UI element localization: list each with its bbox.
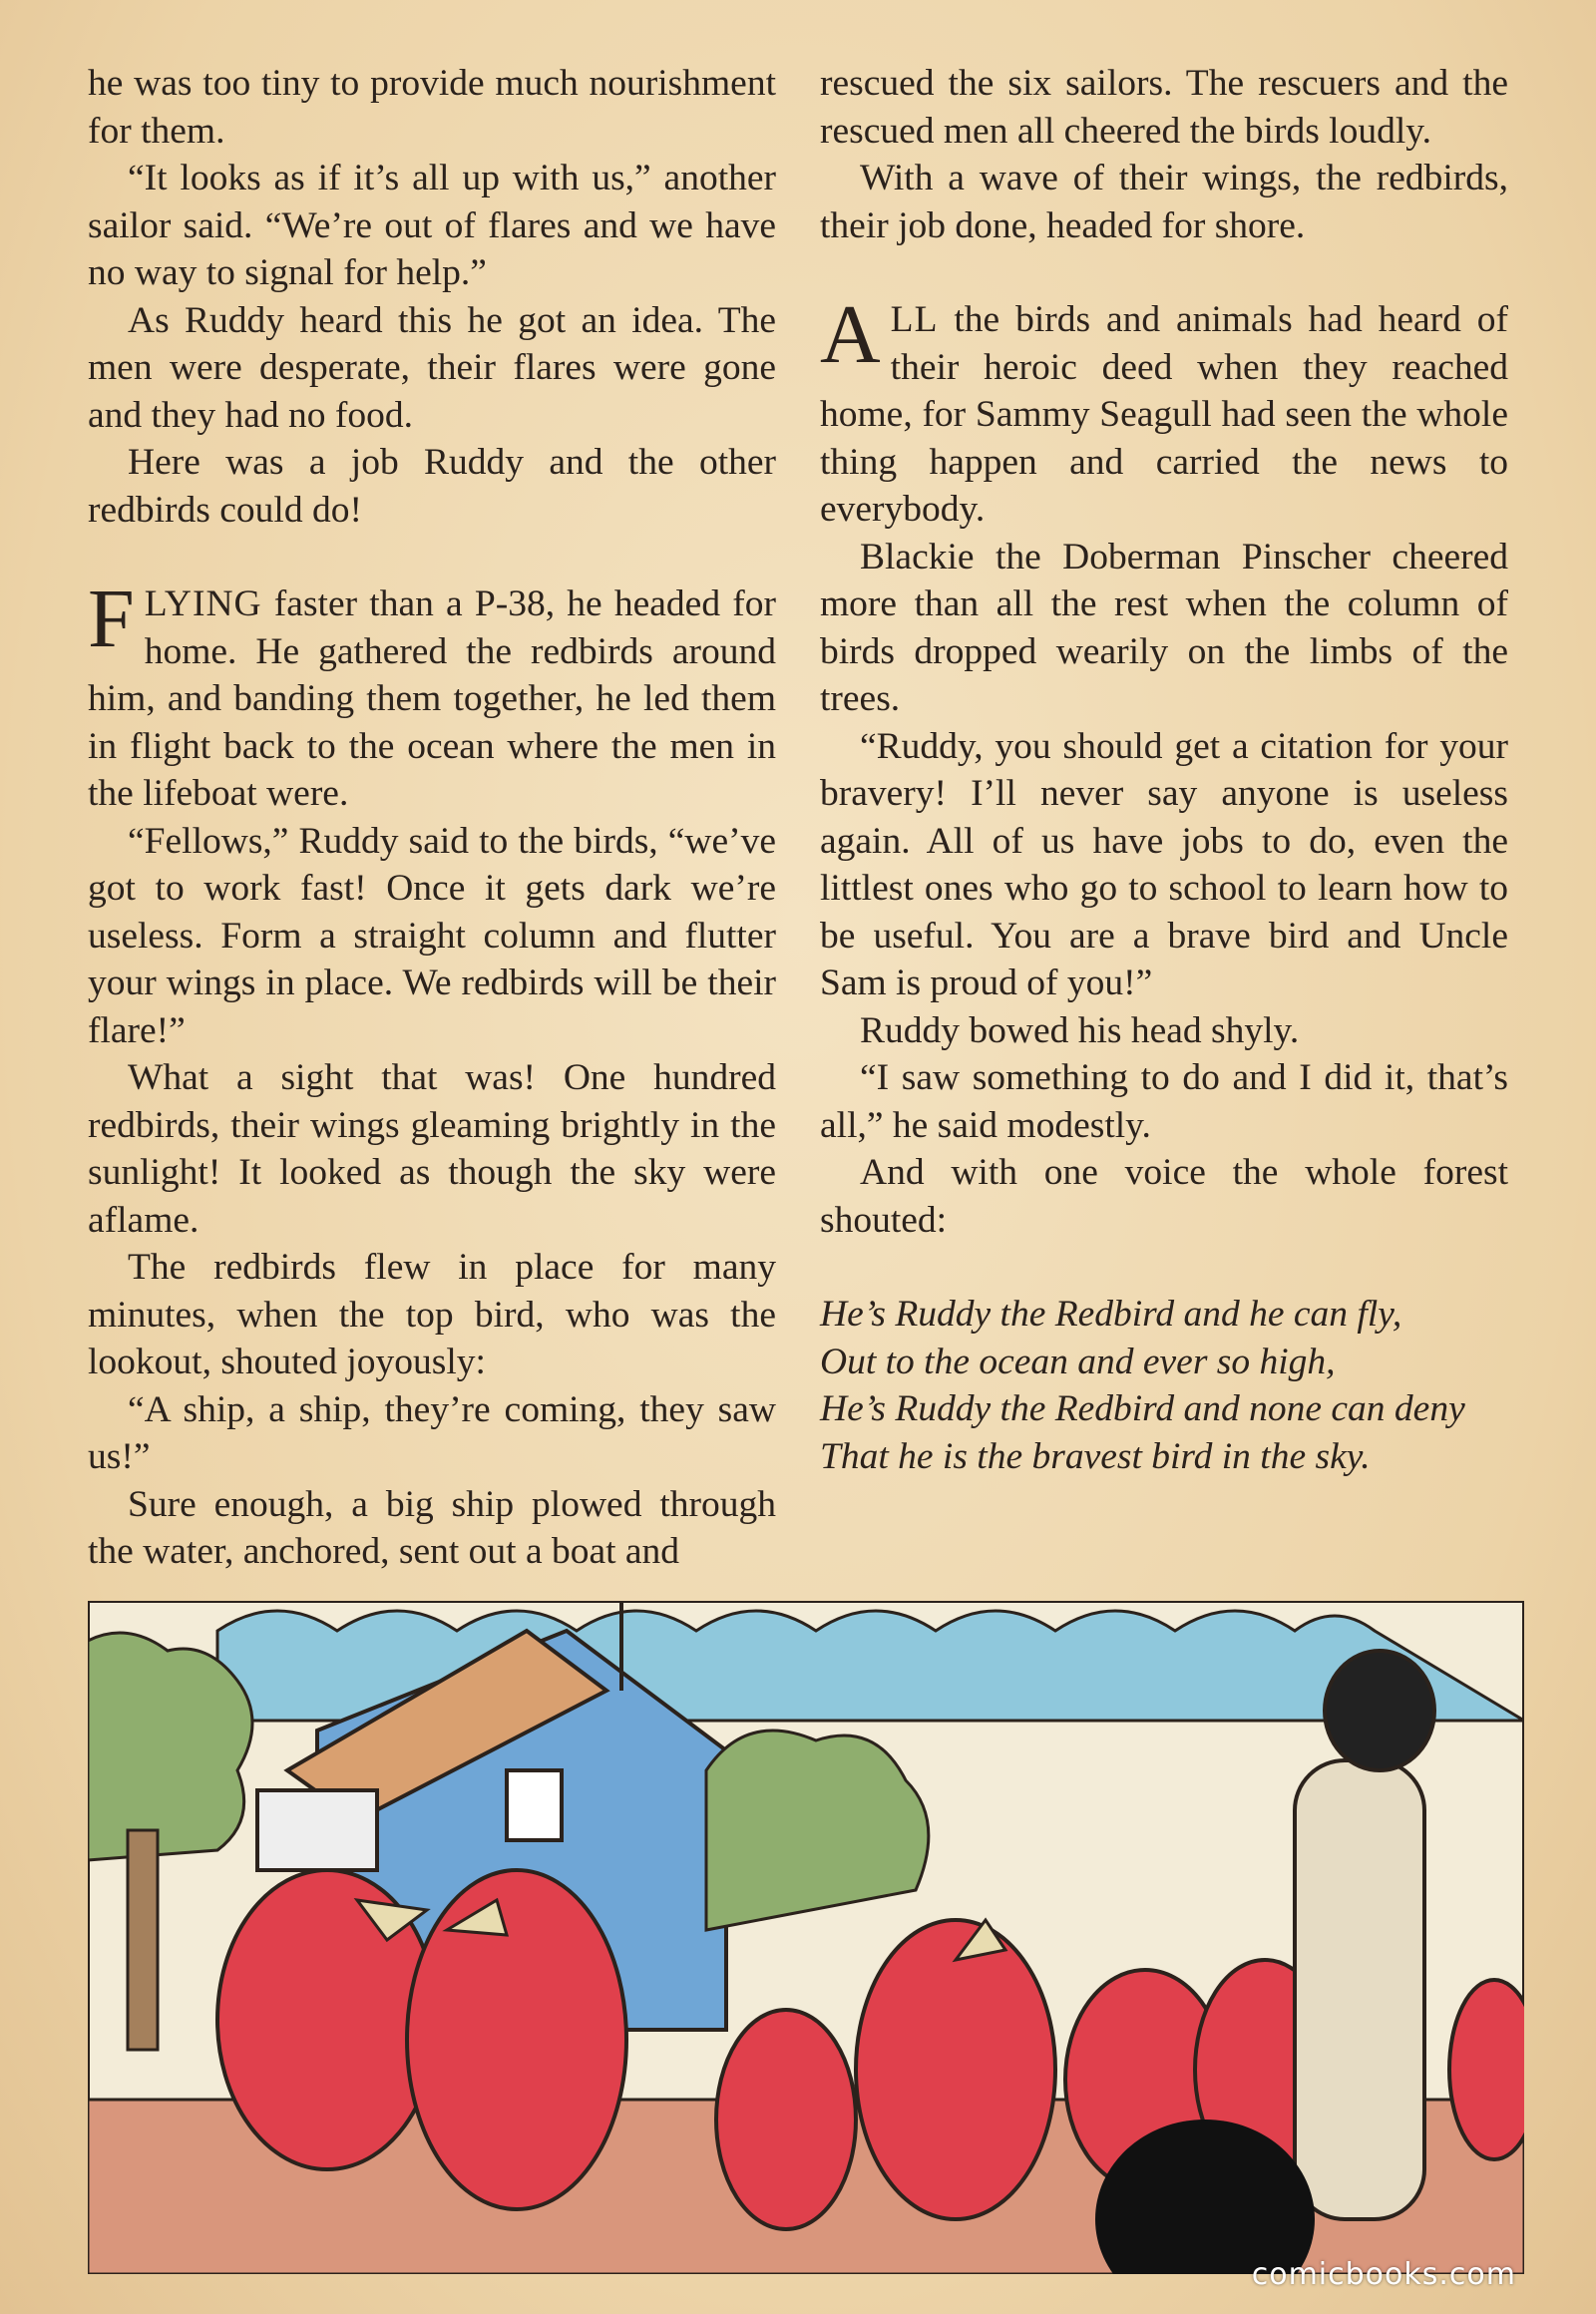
paragraph: And with one voice the whole forest shouted: xyxy=(820,1152,1508,1241)
small-caps-lead: LYING xyxy=(144,583,262,624)
forest-birds-illustration xyxy=(88,1601,1524,2274)
drop-cap: A xyxy=(820,288,881,381)
paragraph: Blackie the Doberman Pinscher cheered more than all the rest when the column of birds dropped wearily on the limbs of the trees. xyxy=(820,536,1508,719)
dropcap-paragraph xyxy=(820,288,1508,534)
story-column-right xyxy=(820,60,1508,1480)
paragraph: Sure enough, a big ship plowed through the water, anchored, sent out a boat and xyxy=(88,1483,776,1572)
paragraph-text: the birds and animals had heard of their heroic deed when they reached home, for Sammy Seagull had seen the whole thing happen and carried the news to everybody. xyxy=(820,299,1508,530)
drop-cap: F xyxy=(88,573,135,665)
watermark: comicbooks.com xyxy=(1251,2257,1516,2292)
story-column-left xyxy=(88,60,776,1576)
redbird xyxy=(716,2010,856,2229)
poem-line: He’s Ruddy the Redbird and none can deny xyxy=(820,1388,1465,1429)
illustration-svg xyxy=(88,1601,1524,2274)
redbird xyxy=(1449,1980,1524,2159)
paragraph: rescued the six sailors. The rescuers and the rescued men all cheered the birds loudly. xyxy=(820,63,1508,152)
paragraph: With a wave of their wings, the redbirds, their job done, headed for shore. xyxy=(820,158,1508,246)
paragraph: Here was a job Ruddy and the other redbirds could do! xyxy=(88,442,776,531)
poem xyxy=(820,1291,1508,1480)
paragraph: Ruddy bowed his head shyly. xyxy=(860,1009,1300,1051)
redbird-ruddy xyxy=(407,1870,626,2209)
paragraph: “Fellows,” Ruddy said to the birds, “we’ve got to work fast! Once it gets dark we’re useless. Form a straight column and flutter your wings in place. We redbirds will be their flare!” xyxy=(88,820,776,1051)
poem-line: Out to the ocean and ever so high, xyxy=(820,1341,1336,1382)
small-caps-lead: LL xyxy=(890,299,939,340)
dropcap-paragraph xyxy=(88,573,776,818)
paragraph: “I saw something to do and I did it, that’s all,” he said modestly. xyxy=(820,1057,1508,1146)
paragraph-text: faster than a P-38, he headed for home. He gathered the redbirds around him, and banding them together, he led them in flight back to the ocean where the men in the lifeboat were. xyxy=(88,583,776,814)
poem-line: He’s Ruddy the Redbird and he can fly, xyxy=(820,1294,1402,1335)
redbird xyxy=(856,1920,1055,2219)
paragraph: he was too tiny to provide much nourishment for them. xyxy=(88,63,776,152)
paragraph: The redbirds flew in place for many minutes, when the top bird, who was the lookout, shouted joyously: xyxy=(88,1247,776,1382)
paragraph: “Ruddy, you should get a citation for your bravery! I’ll never say anyone is useless again. All of us have jobs to do, even the littlest ones who go to school to learn how to be useful. You are a brave bird and Uncle Sam is proud of you!” xyxy=(820,725,1508,1003)
paragraph: What a sight that was! One hundred redbirds, their wings gleaming brightly in the sunlight! It looked as though the sky were aflame. xyxy=(88,1057,776,1241)
paragraph: As Ruddy heard this he got an idea. The men were desperate, their flares were gone and they had no food. xyxy=(88,299,776,436)
top-hat xyxy=(257,1790,377,1870)
paragraph: “A ship, a ship, they’re coming, they saw us!” xyxy=(88,1388,776,1477)
poem-line: That he is the bravest bird in the sky. xyxy=(820,1435,1371,1477)
paragraph: “It looks as if it’s all up with us,” another sailor said. “We’re out of flares and we have no way to signal for help.” xyxy=(88,158,776,293)
